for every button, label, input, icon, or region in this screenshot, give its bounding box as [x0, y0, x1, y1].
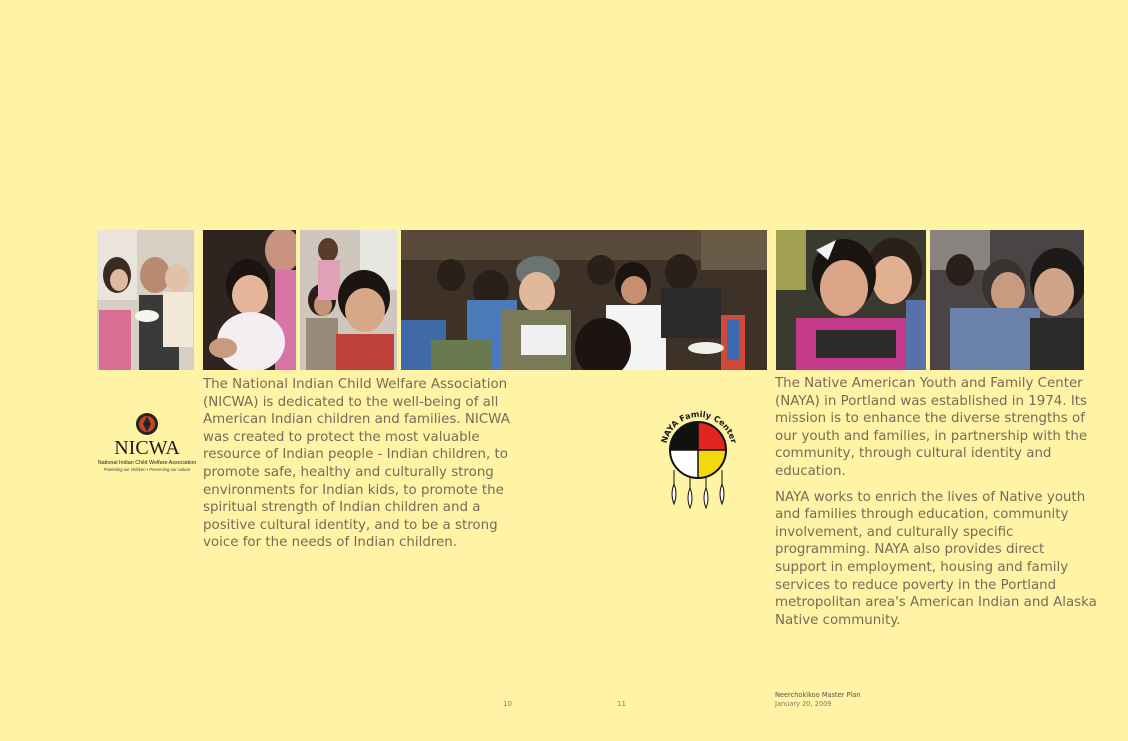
photo-elders: [930, 230, 1084, 370]
photo-baby-held: [203, 230, 296, 370]
nicwa-paragraph: The National Indian Child Welfare Association (NICWA) is dedicated to the well-being of all American Indian children and families. NICWA was created to protect the most valuable resource of Indian people - Indian children, to promote safe, healthy and culturally strong environments for Indian kids, to promote the spiritual strength of Indian children and a positive cultural identity, and to be a strong voice for the needs of Indian children.: [203, 377, 510, 551]
photo-girls-smiling: [776, 230, 926, 370]
photo-mother-feeding-baby: [97, 230, 194, 370]
page-number-left: 10: [503, 700, 512, 708]
photo-group-gathering: [401, 230, 767, 370]
footer-title: Neerchokikoo Master Plan: [775, 691, 861, 699]
nicwa-description: [203, 376, 515, 560]
page-number-right: 11: [617, 700, 626, 708]
nicwa-logo-tagline: Protecting our children • Preserving our culture: [103, 467, 191, 472]
naya-logo-text: NAYA Family Center: [658, 408, 740, 445]
photo-young-boy: [300, 230, 397, 370]
nicwa-logo-text: NICWA: [114, 437, 180, 459]
footer-date: January 20, 2009: [775, 700, 832, 708]
footer: [775, 691, 861, 709]
naya-paragraph-1: The Native American Youth and Family Center (NAYA) in Portland was established in 1974. Its mission is to enhance the diverse strengths of our youth and families, in partnership with the community, through cultural identity and education.: [775, 376, 1088, 479]
naya-logo: [654, 408, 744, 512]
naya-description: [775, 375, 1097, 637]
nicwa-logo-subtitle: National Indian Child Welfare Association: [97, 460, 197, 466]
nicwa-logo: [97, 412, 197, 474]
naya-paragraph-2: NAYA works to enrich the lives of Native youth and families through education, community involvement, and culturally specific programming. NAYA also provides direct support in employment, housing and family services to reduce poverty in the Portland metropolitan area's American Indian and Alaska Native community.: [775, 489, 1097, 628]
